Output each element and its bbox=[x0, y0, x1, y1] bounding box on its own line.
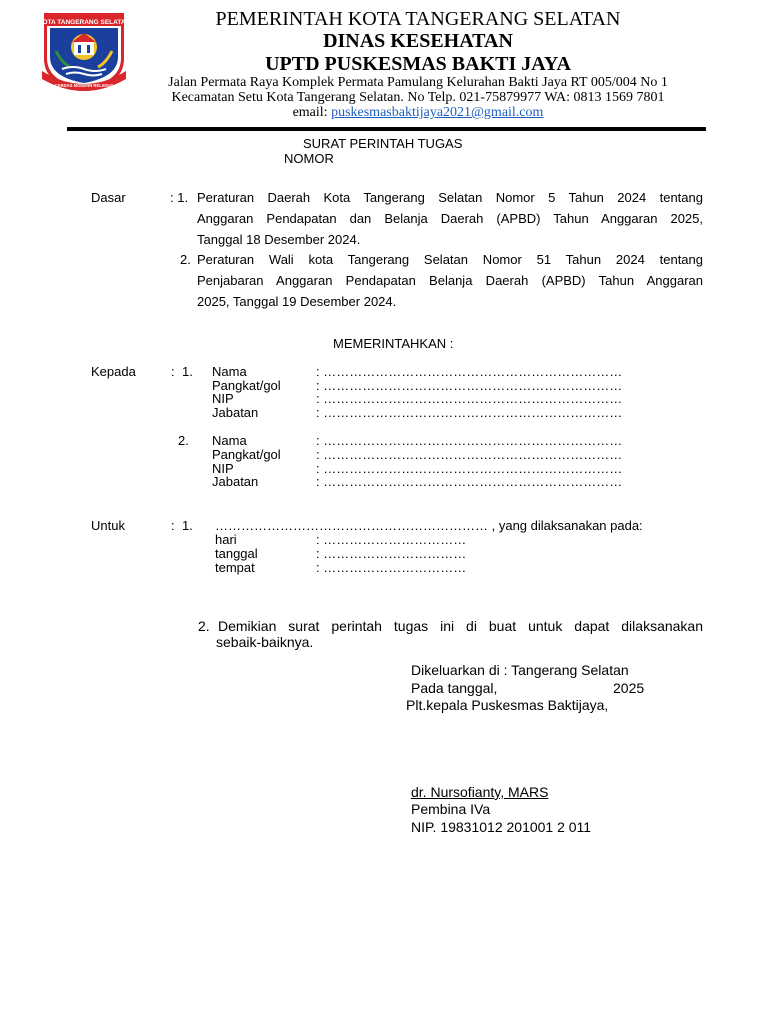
untuk-place-label: tempat bbox=[215, 560, 255, 575]
city-emblem-logo bbox=[40, 11, 128, 93]
person-1-rank-label: Pangkat/gol bbox=[212, 378, 281, 393]
logo-top-text: KOTA TANGERANG SELATAN bbox=[40, 19, 128, 26]
person-2-position-label: Jabatan bbox=[212, 474, 259, 489]
person-1-name-value: : …………………………………………………………… bbox=[316, 364, 623, 379]
issued-year: 2025 bbox=[613, 680, 645, 696]
untuk-date-label: tanggal bbox=[215, 546, 258, 561]
email-link[interactable]: puskesmasbaktijaya2021@gmail.com bbox=[331, 105, 544, 120]
person-2-nip-value: : …………………………………………………………… bbox=[316, 461, 623, 476]
person-1-nip-value: : …………………………………………………………… bbox=[316, 391, 623, 406]
closing-number: 2. bbox=[198, 618, 210, 634]
closing-line-1: Demikian surat perintah tugas ini di buat untuk dapat dilaksanakan bbox=[218, 618, 703, 634]
person-2-rank-label: Pangkat/gol bbox=[212, 447, 281, 462]
person-1-rank-value: : …………………………………………………………… bbox=[316, 378, 623, 393]
untuk-date-value: : …………………………… bbox=[316, 546, 467, 561]
untuk-day-value: : …………………………… bbox=[316, 532, 467, 547]
dasar-item-2-line-2: Penjabaran Anggaran Pendapatan Belanja Daerah (APBD) Tahun Anggaran bbox=[197, 273, 703, 288]
signatory-rank: Pembina IVa bbox=[411, 801, 491, 817]
person-2-rank-value: : …………………………………………………………… bbox=[316, 447, 623, 462]
department-title: DINAS KESEHATAN bbox=[323, 30, 513, 52]
document-number-label: NOMOR bbox=[284, 151, 334, 166]
command-heading: MEMERINTAHKAN : bbox=[333, 336, 454, 351]
document-title: SURAT PERINTAH TUGAS bbox=[303, 136, 463, 151]
dasar-item-1-line-1: Peraturan Daerah Kota Tangerang Selatan Nomor 5 Tahun 2024 tentang bbox=[197, 190, 703, 205]
untuk-day-label: hari bbox=[215, 532, 237, 547]
issued-place: Dikeluarkan di : Tangerang Selatan bbox=[411, 662, 629, 678]
untuk-number: 1. bbox=[182, 518, 193, 533]
closing-line-2: sebaik-baiknya. bbox=[216, 634, 314, 650]
kepada-colon: : bbox=[171, 364, 175, 379]
unit-title: UPTD PUSKESMAS BAKTI JAYA bbox=[265, 53, 571, 75]
logo-bottom-text: CERDAS MODERN RELIGIUS bbox=[54, 83, 114, 88]
dasar-item-1-line-2: Anggaran Pendapatan dan Belanja Daerah (APBD) Tahun Anggaran 2025, bbox=[197, 211, 703, 226]
dasar-item-2-line-3: 2025, Tanggal 19 Desember 2024. bbox=[197, 294, 397, 309]
person-1-number: 1. bbox=[182, 364, 193, 379]
email-line bbox=[140, 105, 696, 121]
person-1-position-value: : …………………………………………………………… bbox=[316, 405, 623, 420]
person-1-name-label: Nama bbox=[212, 364, 247, 379]
person-2-name-value: : …………………………………………………………… bbox=[316, 433, 623, 448]
person-1-position-label: Jabatan bbox=[212, 405, 259, 420]
signatory-name: dr. Nursofianty, MARS bbox=[411, 784, 549, 800]
issued-date-label: Pada tanggal, bbox=[411, 680, 498, 696]
person-2-number: 2. bbox=[178, 433, 189, 448]
signatory-nip: NIP. 19831012 201001 2 011 bbox=[411, 819, 592, 835]
address-line-2: Kecamatan Setu Kota Tangerang Selatan. No Telp. 021-75879977 WA: 0813 1569 7801 bbox=[171, 90, 665, 105]
dasar-item-2-number: 2. bbox=[180, 252, 191, 267]
untuk-place-value: : …………………………… bbox=[316, 560, 467, 575]
person-2-name-label: Nama bbox=[212, 433, 247, 448]
dasar-item-2-line-1: Peraturan Wali kota Tangerang Selatan Nomor 51 Tahun 2024 tentang bbox=[197, 252, 703, 267]
person-2-nip-label: NIP bbox=[212, 461, 234, 476]
dasar-item-1-line-3: Tanggal 18 Desember 2024. bbox=[197, 232, 361, 247]
address-line-1: Jalan Permata Raya Komplek Permata Pamulang Kelurahan Bakti Jaya RT 005/004 No 1 bbox=[168, 75, 668, 90]
email-label: email: bbox=[292, 105, 328, 120]
untuk-colon: : bbox=[171, 518, 175, 533]
letterhead-divider bbox=[67, 127, 706, 131]
signatory-position: Plt.kepala Puskesmas Baktijaya, bbox=[406, 697, 609, 713]
government-title: PEMERINTAH KOTA TANGERANG SELATAN bbox=[215, 8, 621, 30]
dasar-item-1-number: : 1. bbox=[170, 190, 189, 205]
kepada-label: Kepada bbox=[91, 364, 136, 379]
untuk-label: Untuk bbox=[91, 518, 125, 533]
dasar-label: Dasar bbox=[91, 190, 126, 205]
untuk-task-line: ……………………………………………………… , yang dilaksanakan pada: bbox=[215, 518, 643, 533]
person-2-position-value: : …………………………………………………………… bbox=[316, 474, 623, 489]
person-1-nip-label: NIP bbox=[212, 391, 234, 406]
